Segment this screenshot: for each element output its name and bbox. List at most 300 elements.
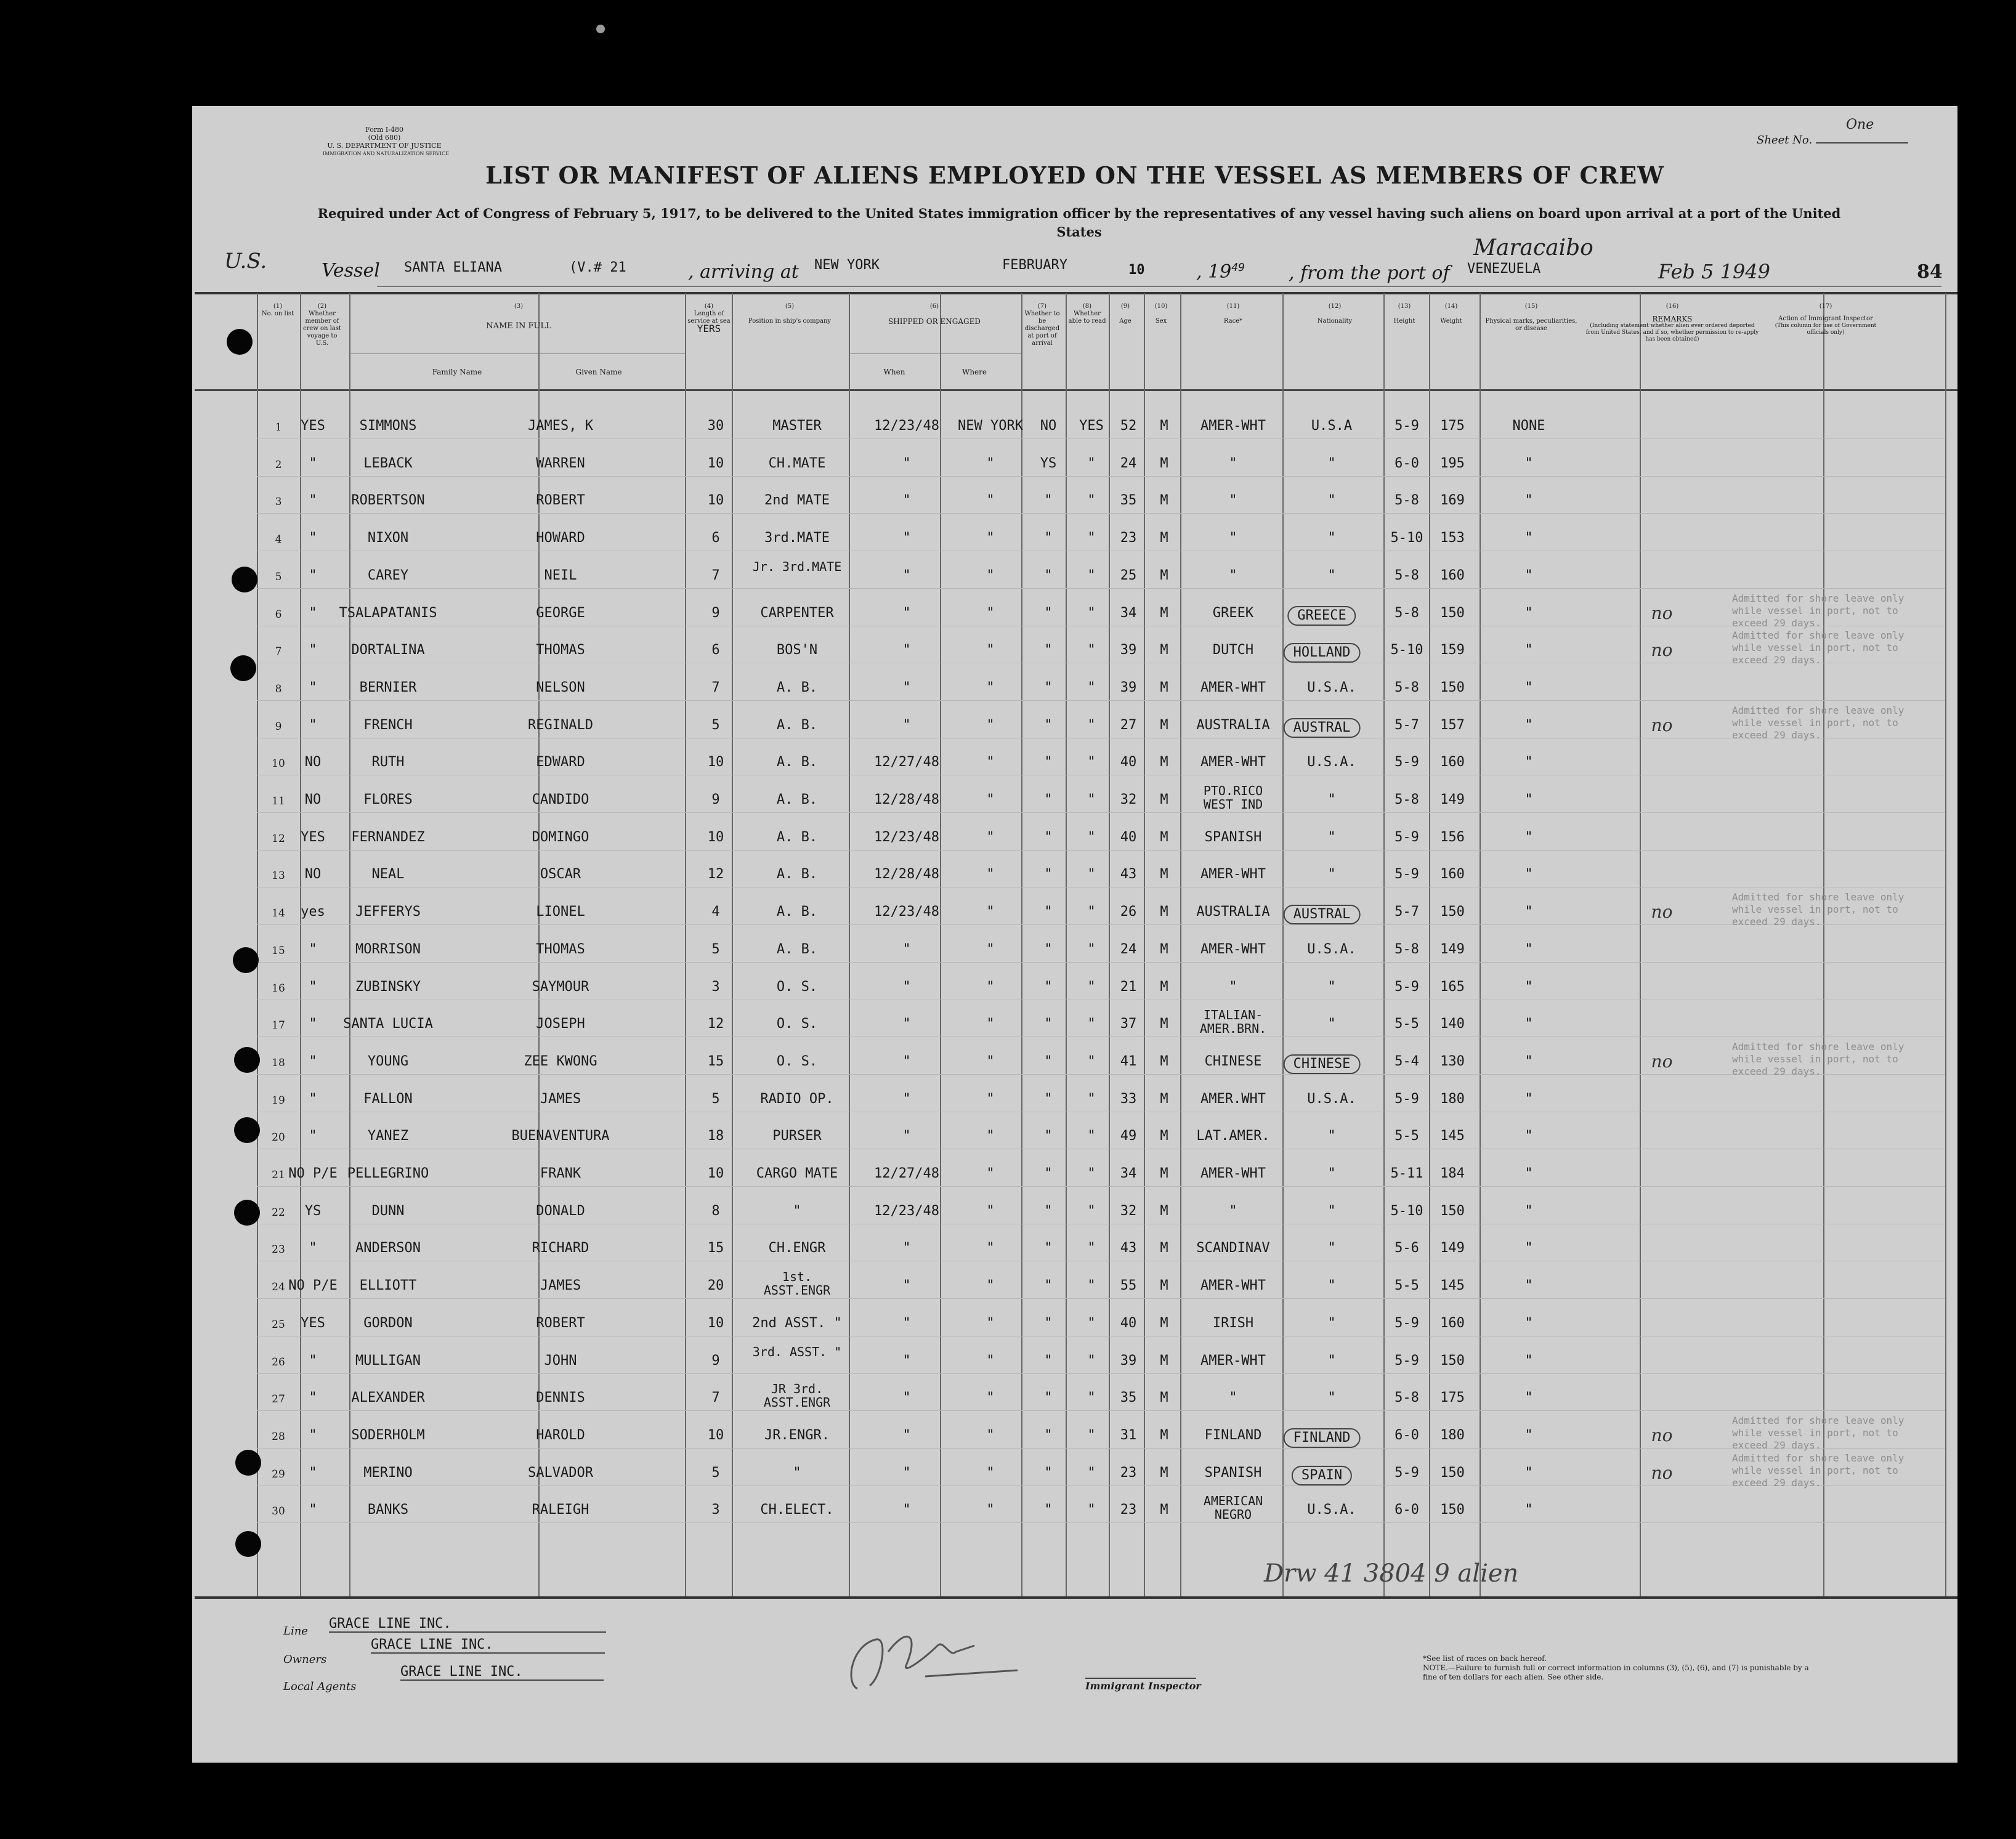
position: PURSER — [772, 1128, 822, 1144]
position: 3rd.MATE — [764, 530, 830, 546]
family-name: YANEZ — [367, 1128, 409, 1144]
race: AMER-WHT — [1200, 941, 1266, 957]
nationality: " — [1327, 1203, 1336, 1219]
weight: 150 — [1440, 1203, 1465, 1219]
discharge: " — [1044, 1315, 1053, 1331]
family-name: MORRISON — [355, 941, 421, 957]
column-divider — [1109, 293, 1110, 1596]
shipped-where: NEW YORK — [958, 418, 1023, 434]
race: AMERICAN NEGRO — [1203, 1493, 1263, 1522]
manifest-sheet — [192, 106, 1957, 1763]
able-to-read: " — [1087, 493, 1096, 509]
shipped-where-header: Where — [961, 368, 987, 376]
age: 32 — [1120, 1203, 1137, 1219]
weight: 145 — [1440, 1128, 1465, 1144]
discharge: " — [1044, 1502, 1053, 1518]
family-name: YOUNG — [367, 1053, 409, 1069]
family-name: FRENCH — [363, 717, 413, 733]
weight: 150 — [1440, 605, 1465, 621]
row-number: 16 — [272, 982, 285, 995]
arriving-label: , arriving at — [688, 261, 799, 283]
row-rule — [257, 962, 1945, 963]
prev-voyage: " — [309, 1502, 317, 1518]
shipped-when: " — [902, 1016, 911, 1032]
col4-header: (4) Length of service at sea YERS — [687, 303, 731, 334]
family-name: NEAL — [371, 867, 405, 883]
shipped-when: " — [902, 642, 911, 658]
row-number: 2 — [275, 458, 282, 471]
race: AMER-WHT — [1200, 754, 1266, 770]
race: " — [1229, 530, 1237, 546]
binder-hole — [232, 567, 257, 592]
col13-header: (13) Height — [1393, 303, 1415, 325]
family-name: GORDON — [363, 1315, 413, 1331]
service-years: 5 — [711, 1465, 720, 1481]
height: 5-4 — [1395, 1053, 1419, 1069]
table-bottom-border — [195, 1596, 1957, 1599]
race: AMER-WHT — [1200, 867, 1266, 883]
position: 2nd ASST. " — [752, 1315, 842, 1331]
weight: 169 — [1440, 493, 1465, 509]
race: " — [1229, 979, 1237, 995]
sheet-number-value: One — [1846, 117, 1874, 132]
nationality: HOLLAND — [1284, 643, 1361, 663]
nationality: " — [1327, 979, 1336, 995]
physical-marks: " — [1524, 904, 1533, 920]
sex: M — [1160, 829, 1168, 845]
prev-voyage: yes — [301, 904, 325, 920]
discharge: " — [1044, 1352, 1053, 1368]
age: 41 — [1120, 1053, 1137, 1069]
shipped-where: " — [986, 679, 995, 695]
row-rule — [257, 1186, 1945, 1187]
height: 5-6 — [1395, 1240, 1419, 1256]
family-name: ANDERSON — [355, 1240, 421, 1256]
shipped-when: " — [902, 1427, 911, 1443]
sex: M — [1160, 941, 1168, 957]
physical-marks: " — [1524, 1128, 1533, 1144]
height: 5-10 — [1390, 642, 1423, 658]
nationality: " — [1327, 1352, 1336, 1368]
sex: M — [1160, 1427, 1168, 1443]
given-name: DOMINGO — [532, 829, 589, 845]
nationality: AUSTRAL — [1284, 718, 1361, 738]
height: 6-0 — [1395, 455, 1419, 471]
nationality: " — [1327, 1278, 1336, 1294]
position: CH.MATE — [768, 455, 826, 471]
race: CHINESE — [1204, 1053, 1262, 1069]
family-name: ZUBINSKY — [355, 979, 421, 995]
shipped-where: " — [986, 904, 995, 920]
position: " — [793, 1465, 801, 1481]
col17-header: (17) Action of Immigrant Inspector (This column for use of Government officials only) — [1775, 303, 1877, 336]
able-to-read: YES — [1079, 418, 1104, 434]
column-divider — [1823, 293, 1824, 1596]
physical-marks: " — [1524, 717, 1533, 733]
column-divider — [1180, 293, 1181, 1596]
arrival-port: NEW YORK — [814, 257, 880, 273]
discharge: " — [1044, 1091, 1053, 1107]
row-rule — [257, 812, 1945, 813]
given-name: NEIL — [544, 567, 577, 583]
shipped-where: " — [986, 1128, 995, 1144]
race: PTO.RICO WEST IND — [1203, 783, 1263, 812]
nationality: U.S.A. — [1307, 1091, 1356, 1107]
position: CH.ELECT. — [760, 1502, 834, 1518]
weight: 140 — [1440, 1016, 1465, 1032]
inspector-action: Admitted for shore leave only while vessel in port, not to exceed 29 days. — [1732, 1414, 1905, 1451]
given-name: RICHARD — [532, 1240, 589, 1256]
service-years: 10 — [707, 493, 724, 509]
column-divider — [1945, 293, 1946, 1596]
sex: M — [1160, 754, 1168, 770]
sex: M — [1160, 792, 1168, 807]
discharge: " — [1044, 530, 1053, 546]
physical-marks: " — [1524, 1502, 1533, 1518]
discharge: " — [1044, 754, 1053, 770]
row-number: 20 — [272, 1131, 285, 1144]
age: 52 — [1120, 418, 1137, 434]
shipped-where: " — [986, 605, 995, 621]
sex: M — [1160, 1166, 1168, 1181]
inspector-action: Admitted for shore leave only while vessel in port, not to exceed 29 days. — [1732, 704, 1905, 741]
age: 34 — [1120, 605, 1137, 621]
row-number: 10 — [272, 758, 285, 770]
shipped-when: " — [902, 1053, 911, 1069]
height: 5-8 — [1395, 792, 1419, 807]
shipped-when: " — [902, 1502, 911, 1518]
shipped-when: " — [902, 1390, 911, 1406]
position: A. B. — [776, 867, 818, 883]
given-name: JAMES, K — [528, 418, 593, 434]
given-name: JAMES — [540, 1278, 581, 1294]
row-rule — [257, 1074, 1945, 1075]
column-divider — [257, 293, 258, 1596]
discharge: " — [1044, 493, 1053, 509]
prev-voyage: " — [309, 1128, 317, 1144]
height: 5-9 — [1395, 1465, 1419, 1481]
weight: 150 — [1440, 1465, 1465, 1481]
position: " — [793, 1203, 801, 1219]
inspector-action: Admitted for shore leave only while vessel in port, not to exceed 29 days. — [1732, 592, 1905, 629]
column-divider — [1480, 293, 1481, 1596]
sex: M — [1160, 493, 1168, 509]
given-name: THOMAS — [536, 941, 585, 957]
discharge: " — [1044, 1465, 1053, 1481]
row-number: 6 — [275, 608, 282, 621]
discharge: " — [1044, 979, 1053, 995]
service-years: 10 — [707, 1427, 724, 1443]
prev-voyage: " — [309, 455, 317, 471]
age: 37 — [1120, 1016, 1137, 1032]
sex: M — [1160, 1390, 1168, 1406]
nationality: CHINESE — [1284, 1054, 1361, 1074]
shipped-where: " — [986, 1315, 995, 1331]
weight: 149 — [1440, 792, 1465, 807]
given-name: GEORGE — [536, 605, 585, 621]
shipped-when: 12/28/48 — [874, 792, 939, 807]
race: FINLAND — [1204, 1427, 1262, 1443]
position: A. B. — [776, 679, 818, 695]
race: AMER-WHT — [1200, 1352, 1266, 1368]
requirement-text: Required under Act of Congress of February 5, 1917, to be delivered to the United States immigration officer by the representatives of any vessel having such aliens on board upon arrival at a port of the United States — [317, 206, 1841, 240]
race: AMER-WHT — [1200, 679, 1266, 695]
given-name: SALVADOR — [528, 1465, 593, 1481]
shipped-when: " — [902, 679, 911, 695]
position: A. B. — [776, 717, 818, 733]
physical-marks: " — [1524, 1390, 1533, 1406]
sex: M — [1160, 867, 1168, 883]
prev-voyage: YES — [301, 418, 325, 434]
position: Jr. 3rd.MATE — [752, 559, 842, 574]
height: 5-10 — [1390, 1203, 1423, 1219]
handwritten-summary: Drw 41 3804 9 alien — [1264, 1559, 1519, 1588]
physical-marks: " — [1524, 754, 1533, 770]
prev-voyage: " — [309, 1016, 317, 1032]
shipped-when: " — [902, 1091, 911, 1107]
weight: 150 — [1440, 1502, 1465, 1518]
shipped-when: " — [902, 979, 911, 995]
shipped-when: " — [902, 1465, 911, 1481]
physical-marks: " — [1524, 455, 1533, 471]
remark-mark: no — [1651, 640, 1673, 661]
weight: 160 — [1440, 867, 1465, 883]
discharge: " — [1044, 1390, 1053, 1406]
row-number: 30 — [272, 1505, 285, 1518]
vessel-prefix: U.S. — [224, 249, 267, 273]
physical-marks: " — [1524, 530, 1533, 546]
prev-voyage: " — [309, 1091, 317, 1107]
service-years: 9 — [711, 605, 720, 621]
nationality: " — [1327, 792, 1336, 807]
age: 23 — [1120, 530, 1137, 546]
nationality: " — [1327, 455, 1336, 471]
service-years: 10 — [707, 1315, 724, 1331]
sex: M — [1160, 1278, 1168, 1294]
position: BOS'N — [776, 642, 818, 658]
family-name: RUTH — [371, 754, 405, 770]
given-name: HOWARD — [536, 530, 585, 546]
able-to-read: " — [1087, 1166, 1096, 1181]
weight: 175 — [1440, 1390, 1465, 1406]
shipped-when: 12/27/48 — [874, 754, 939, 770]
family-name: FALLON — [363, 1091, 413, 1107]
service-years: 12 — [707, 1016, 724, 1032]
prev-voyage: " — [309, 1465, 317, 1481]
nationality: " — [1327, 1315, 1336, 1331]
row-number: 12 — [272, 832, 285, 845]
family-name: ELLIOTT — [359, 1278, 417, 1294]
height: 5-9 — [1395, 829, 1419, 845]
race: ITALIAN- AMER.BRN. — [1199, 1008, 1267, 1037]
footer-note: *See list of races on back hereof. NOTE.—Failure to furnish full or correct information in columns (3), (5), (6), and (7) is punishable by a fine of ten dollars for each alien. See other side. — [1423, 1654, 1809, 1681]
age: 40 — [1120, 754, 1137, 770]
family-name: CAREY — [367, 567, 409, 583]
row-number: 23 — [272, 1243, 285, 1256]
shipped-when: 12/23/48 — [874, 1203, 939, 1219]
service-years: 9 — [711, 1352, 720, 1368]
prev-voyage: " — [309, 679, 317, 695]
able-to-read: " — [1087, 455, 1096, 471]
handwritten-date: Feb 5 1949 — [1658, 260, 1771, 283]
sex: M — [1160, 1315, 1168, 1331]
nationality: SPAIN — [1292, 1466, 1352, 1485]
table-top-border — [195, 292, 1957, 294]
col9-header: (9) Age — [1119, 303, 1131, 325]
shipped-where: " — [986, 1016, 995, 1032]
col16-header: (16) REMARKS (Including statement whether alien ever ordered deported from United States, and if so, whether permission to re-apply has been obtained) — [1585, 303, 1759, 342]
sex: M — [1160, 455, 1168, 471]
row-rule — [257, 700, 1945, 701]
form-number: Form I-480 (Old 680) U. S. DEPARTMENT OF JUSTICE IMMIGRATION AND NATURALIZATION SERVICE — [323, 126, 449, 156]
row-number: 15 — [272, 944, 285, 957]
nationality: U.S.A. — [1307, 941, 1356, 957]
given-name: RALEIGH — [532, 1502, 589, 1518]
physical-marks: " — [1524, 1053, 1533, 1069]
able-to-read: " — [1087, 941, 1096, 957]
height: 5-8 — [1395, 679, 1419, 695]
service-years: 3 — [711, 979, 720, 995]
row-number: 18 — [272, 1056, 285, 1069]
service-years: 10 — [707, 754, 724, 770]
nationality: " — [1327, 1016, 1336, 1032]
arrival-year-label: , $19^{49}$ — [1196, 261, 1245, 283]
given-name: ROBERT — [536, 493, 585, 509]
shipped-when: 12/23/48 — [874, 418, 939, 434]
position: 2nd MATE — [764, 493, 830, 509]
weight: 160 — [1440, 754, 1465, 770]
able-to-read: " — [1087, 1465, 1096, 1481]
weight: 175 — [1440, 418, 1465, 434]
height: 5-8 — [1395, 605, 1419, 621]
service-years: 9 — [711, 792, 720, 807]
able-to-read: " — [1087, 717, 1096, 733]
discharge: " — [1044, 1427, 1053, 1443]
family-name: SODERHOLM — [351, 1427, 425, 1443]
height: 5-8 — [1395, 941, 1419, 957]
service-years: 12 — [707, 867, 724, 883]
able-to-read: " — [1087, 1203, 1096, 1219]
column-divider — [1066, 293, 1067, 1596]
physical-marks: " — [1524, 867, 1533, 883]
position: CARGO MATE — [756, 1166, 838, 1181]
binder-hole — [235, 1531, 261, 1557]
prev-voyage: " — [309, 1240, 317, 1256]
prev-voyage: NO — [304, 792, 322, 807]
row-number: 21 — [272, 1169, 285, 1181]
sex: M — [1160, 1091, 1168, 1107]
height: 5-9 — [1395, 754, 1419, 770]
shipped-when: " — [902, 567, 911, 583]
inspector-label: Immigrant Inspector — [1085, 1678, 1196, 1692]
column-divider — [940, 293, 941, 1596]
shipped-when: " — [902, 493, 911, 509]
given-name: DENNIS — [536, 1390, 585, 1406]
given-name: NELSON — [536, 679, 585, 695]
col7-header: (7) Whether to be discharged at port of arrival — [1024, 303, 1060, 347]
row-rule — [257, 1448, 1945, 1449]
physical-marks: " — [1524, 792, 1533, 807]
given-name: BUENAVENTURA — [511, 1128, 610, 1144]
nationality: U.S.A. — [1307, 754, 1356, 770]
row-number: 5 — [275, 570, 282, 583]
shipped-where: " — [986, 1240, 995, 1256]
prev-voyage: " — [309, 1390, 317, 1406]
shipped-where: " — [986, 1427, 995, 1443]
shipped-where: " — [986, 754, 995, 770]
age: 39 — [1120, 642, 1137, 658]
binder-hole — [234, 1117, 260, 1143]
row-number: 1 — [275, 421, 282, 434]
header-bottom-border — [195, 389, 1957, 391]
weight: 145 — [1440, 1278, 1465, 1294]
discharge: " — [1044, 1278, 1053, 1294]
prev-voyage: " — [309, 1352, 317, 1368]
discharge: " — [1044, 1203, 1053, 1219]
sex: M — [1160, 1465, 1168, 1481]
service-years: 5 — [711, 717, 720, 733]
prev-voyage: " — [309, 1427, 317, 1443]
given-name-header: Given Name — [575, 368, 622, 376]
nationality: " — [1327, 567, 1336, 583]
sex: M — [1160, 1016, 1168, 1032]
discharge: " — [1044, 904, 1053, 920]
service-years: 6 — [711, 530, 720, 546]
height: 5-9 — [1395, 1091, 1419, 1107]
col15-header: (15) Physical marks, peculiarities, or disease — [1485, 303, 1577, 332]
row-number: 27 — [272, 1393, 285, 1406]
race: " — [1229, 493, 1237, 509]
weight: 184 — [1440, 1166, 1465, 1181]
age: 55 — [1120, 1278, 1137, 1294]
able-to-read: " — [1087, 867, 1096, 883]
prev-voyage: NO P/E — [288, 1166, 338, 1181]
able-to-read: " — [1087, 642, 1096, 658]
physical-marks: " — [1524, 1352, 1533, 1368]
physical-marks: " — [1524, 829, 1533, 845]
position: A. B. — [776, 904, 818, 920]
able-to-read: " — [1087, 1315, 1096, 1331]
physical-marks: " — [1524, 1016, 1533, 1032]
row-number: 14 — [272, 907, 285, 920]
shipped-where: " — [986, 1166, 995, 1181]
discharge: " — [1044, 941, 1053, 957]
remark-mark: no — [1651, 602, 1673, 623]
age: 35 — [1120, 1390, 1137, 1406]
position: A. B. — [776, 941, 818, 957]
sex: M — [1160, 1352, 1168, 1368]
row-rule — [257, 476, 1945, 477]
able-to-read: " — [1087, 1278, 1096, 1294]
age: 39 — [1120, 679, 1137, 695]
weight: 156 — [1440, 829, 1465, 845]
row-number: 22 — [272, 1206, 285, 1219]
prev-voyage: " — [309, 1053, 317, 1069]
service-years: 3 — [711, 1502, 720, 1518]
discharge: " — [1044, 829, 1053, 845]
shipped-when: 12/23/48 — [874, 829, 939, 845]
shipped-where: " — [986, 979, 995, 995]
physical-marks: " — [1524, 1315, 1533, 1331]
sex: M — [1160, 679, 1168, 695]
row-number: 3 — [275, 496, 282, 509]
physical-marks: " — [1524, 1465, 1533, 1481]
age: 25 — [1120, 567, 1137, 583]
height: 5-8 — [1395, 493, 1419, 509]
col5-header: (5) Position in ship's company — [748, 303, 832, 325]
service-years: 5 — [711, 941, 720, 957]
column-divider — [1021, 293, 1022, 1596]
